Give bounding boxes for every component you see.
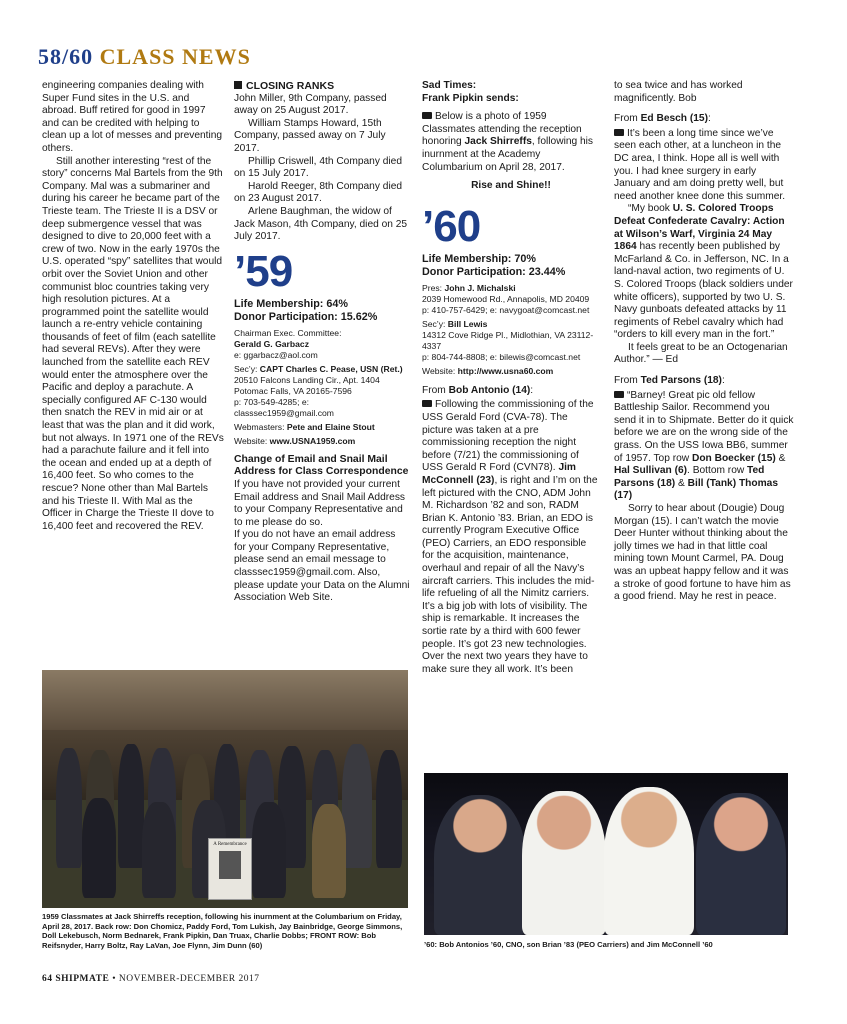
email-icon — [614, 391, 624, 398]
classmates-group-photo — [42, 670, 408, 908]
page-header — [38, 44, 251, 70]
col1-paragraph-1: engineering companies dealing with Super Fund sites in the U.S. and abroad. Buff retired for good in 1997 and can be credited with helping to clean up a lot of messes and preventing others. — [42, 80, 223, 154]
col1-paragraph-2: Still another interesting “rest of the story” concerns Mal Bartels from the 9th Company. Mal was a submariner and during his career he became part of the Trieste team. The Trieste II is a DSV or deep submergence vessel that was designed to dive to 20,000 feet with a crew of two. Now in the early 1970s the U.S. operated “spy” satellites that would orbit over the Soviet Union and other communist bloc countries taking very high resolution pictures. At a programmed point the satellite would launch a re-entry vehicle containing thousands of feet of film (each satellite had several REVs). After they were launched from the satellite each REV would enter the atmosphere over the Pacific and deploy a parachute. A specially configured AF C-130 would then snatch the REV in mid air or at least that was the plan and it did work, but not always. In 1971 one of the REVs had a parachute failure and it fell into the ocean and ended up at a depth of 16,400 feet. So who comes to the rescue? None other than Mal Bartels and his Trieste II. With Mal as the Officer in Charge the Trieste II dove to 16,400 feet and recovered the REV. — [42, 155, 224, 532]
antonio-photo-caption: ’60: Bob Antonios ’60, CNO, son Brian ’83 (PEO Carriers) and Jim McConnell ’60 — [424, 940, 713, 949]
website-link-59[interactable]: www.USNA1959.com — [269, 435, 356, 446]
from-ed-besch: From Ed Besch (15): — [614, 113, 711, 125]
obituary-item: William Stamps Howard, 15th Company, passed away on 7 July 2017. — [234, 117, 386, 154]
rise-and-shine: Rise and Shine!! — [471, 180, 551, 192]
ted-parsons-paragraph: “Barney! Great pic old fellow Battleship Sailor. Recommend you send it in to Shipmate. Better do it quick before we are on the wrong side of the grass. On the USS Iowa BB6, summer of 1957. Top row Don Boecker (15) & Hal Sullivan (6). Bottom row Ted Parsons (18) & Bill (Tank) Thomas (17) — [614, 389, 794, 502]
secretary-block-59: Sec’y: CAPT Charles C. Pease, USN (Ret.) 20510 Falcons Landing Cir., Apt. 1404 Potomac Falls, VA 20165-7596 p: 703-549-4285; e: classsec1959@gmail.com — [234, 363, 403, 418]
page-number: 64 — [42, 974, 53, 984]
website-line-60: Website: http://www.usna60.com — [422, 365, 554, 376]
from-bob-antonio: From Bob Antonio (14): — [422, 384, 534, 396]
doug-morgan-paragraph: Sorry to hear about (Dougie) Doug Morgan (15). I can’t watch the movie Deer Hunter without thinking about the jolly times we had in that little coal mining town Mount Carmel, PA. Doug was an upbeat happy fellow and it was a stroke of good fortune to have him as a good friend. May he rest in peace. — [614, 503, 791, 603]
webmasters-line: Webmasters: Pete and Elaine Stout — [234, 421, 375, 432]
issue-date: NOVEMBER-DECEMBER 2017 — [118, 974, 260, 984]
email-icon — [422, 400, 432, 407]
obituary-item: Phillip Criswell, 4th Company died on 15 July 2017. — [234, 155, 403, 180]
from-ted-parsons: From Ted Parsons (18): — [614, 375, 725, 387]
column-3 — [422, 80, 600, 676]
donor-participation-59: Donor Participation: 15.62% — [234, 310, 378, 323]
secretary-block-60: Sec’y: Bill Lewis 14312 Cove Ridge Pl., Midlothian, VA 23112-4337 p: 804-744-8808; e: bilewis@comcast.net — [422, 318, 594, 362]
antonio-cno-photo — [424, 773, 788, 935]
header-title: CLASS NEWS — [99, 44, 251, 69]
closing-ranks-heading: CLOSING RANKS — [234, 80, 410, 93]
chairman-block: Chairman Exec. Committee: Gerald G. Garbacz e: ggarbacz@aol.com — [234, 327, 342, 360]
book-paragraph: “My book U. S. Colored Troops Defeat Confederate Cavalry: Action at Wilson’s Warf, Virginia 24 May 1864 has recently been published by McFarland & Co. in Jefferson, NC. In a land-naval action, two regiments of U. S. Colored Troops (black soldiers under white officers), supported by two U. S. Navy gunboats defeated attacks by 11 regiments of Rebel cavalry which had “orders to kill every man in the fort.” — [614, 203, 793, 341]
change-address-paragraph-1: If you have not provided your current Email address and Snail Mail Address to your Company Representative and to me please do so. — [234, 478, 406, 528]
sad-times-heading: Sad Times: — [422, 80, 477, 91]
change-address-paragraph-2: If you do not have an email address for your Company Representative, please send an email message to classsec1959@gmail.com. Also, please update your Data on the Alumni Association Web Site. — [234, 529, 410, 604]
life-membership-59: Life Membership: 64% — [234, 297, 348, 310]
change-address-heading: Change of Email and Snail Mail Address for Class Correspondence — [234, 453, 409, 478]
life-membership-60: Life Membership: 70% — [422, 252, 536, 265]
class-year-59: ’59 — [234, 246, 293, 296]
square-bullet-icon — [234, 81, 242, 89]
obituary-item: Arlene Baughman, the widow of Jack Mason, 4th Company, died on 25 July 2017. — [234, 205, 408, 243]
remembrance-sign: A Remembrance — [208, 838, 252, 900]
obituary-item: Harold Reeger, 8th Company died on 23 August 2017. — [234, 180, 403, 205]
column-2 — [234, 80, 410, 605]
email-icon — [614, 129, 624, 136]
magazine-name: SHIPMATE — [55, 974, 110, 984]
page-footer: 64 SHIPMATE • NOVEMBER-DECEMBER 2017 — [42, 974, 260, 984]
sad-times-paragraph: Below is a photo of 1959 Classmates attending the reception honoring Jack Shirreffs, following his inurnment at the Academy Columbarium on April 28, 2017. — [422, 111, 594, 173]
col4-paragraph-1: to sea twice and has worked magnificently. Bob — [614, 80, 743, 104]
donor-participation-60: Donor Participation: 23.44% — [422, 265, 566, 278]
sad-times-sender: Frank Pipkin sends: — [422, 92, 519, 104]
president-block: Pres: John J. Michalski 2039 Homewood Rd., Annapolis, MD 20409 p: 410-757-6429; e: navygoat@comcast.net — [422, 282, 590, 315]
classmates-photo-caption: 1959 Classmates at Jack Shirreffs reception, following his inurnment at the Columbarium on Friday, April 28, 2017. Back row: Don Chomicz, Paddy Ford, Tom Lukish, Jay Bainbridge, George Simmons, Doll Lekebusch, Norm Bednarek, Frank Pipkin, Dan Truax, Charlie Dobbs; FRONT ROW: Bob Reifsnyder, Harry Boltz, Ray LaVan, Joe Flynn, Jim Dunn (60) — [42, 912, 403, 950]
website-line-59: Website: www.USNA1959.com — [234, 435, 356, 446]
header-class-numbers: 58/60 — [38, 44, 94, 69]
octogenarian-paragraph: It feels great to be an Octogenarian Author.” — Ed — [614, 341, 788, 366]
bob-antonio-paragraph: Following the commissioning of the USS Gerald Ford (CVA-78). The picture was taken at a pre commissioning reception the night before (7/21) the commissioning of USS Gerald R Ford (CVN78). Jim McConnell (23), is right and I’m on the left pictured with the CNO, ADM John M. Richardson ’82 and son, RADM Brian K. Antonio ’83. Brian, an EDO is currently Program Executive Office (PEO) Carriers, an EDO responsible for the acquisition, maintenance, overhaul and repair of all the Navy’s aircraft carriers. This includes the mid-life refueling of all the Nimitz carriers. It’s a big job with lots of visibility. The ship is remarkable. It increases the sortie rate by a third with 600 fewer people. It’s got 23 new technologies. Over the next two years they have to make sure they all work. It’s been — [422, 399, 598, 675]
column-1 — [42, 80, 224, 533]
email-icon — [422, 112, 432, 119]
column-4 — [614, 80, 794, 604]
ed-besch-paragraph: It’s been a long time since we’ve seen each other, at a luncheon in the DC area, I think. Hope all is well with you. I had knee surgery in early January and am doing pretty well, but need another knee done this summer. — [614, 127, 786, 202]
website-link-60[interactable]: http://www.usna60.com — [457, 365, 554, 376]
obituary-item: John Miller, 9th Company, passed away on 25 August 2017. — [234, 92, 387, 117]
class-year-60: ’60 — [422, 201, 481, 251]
